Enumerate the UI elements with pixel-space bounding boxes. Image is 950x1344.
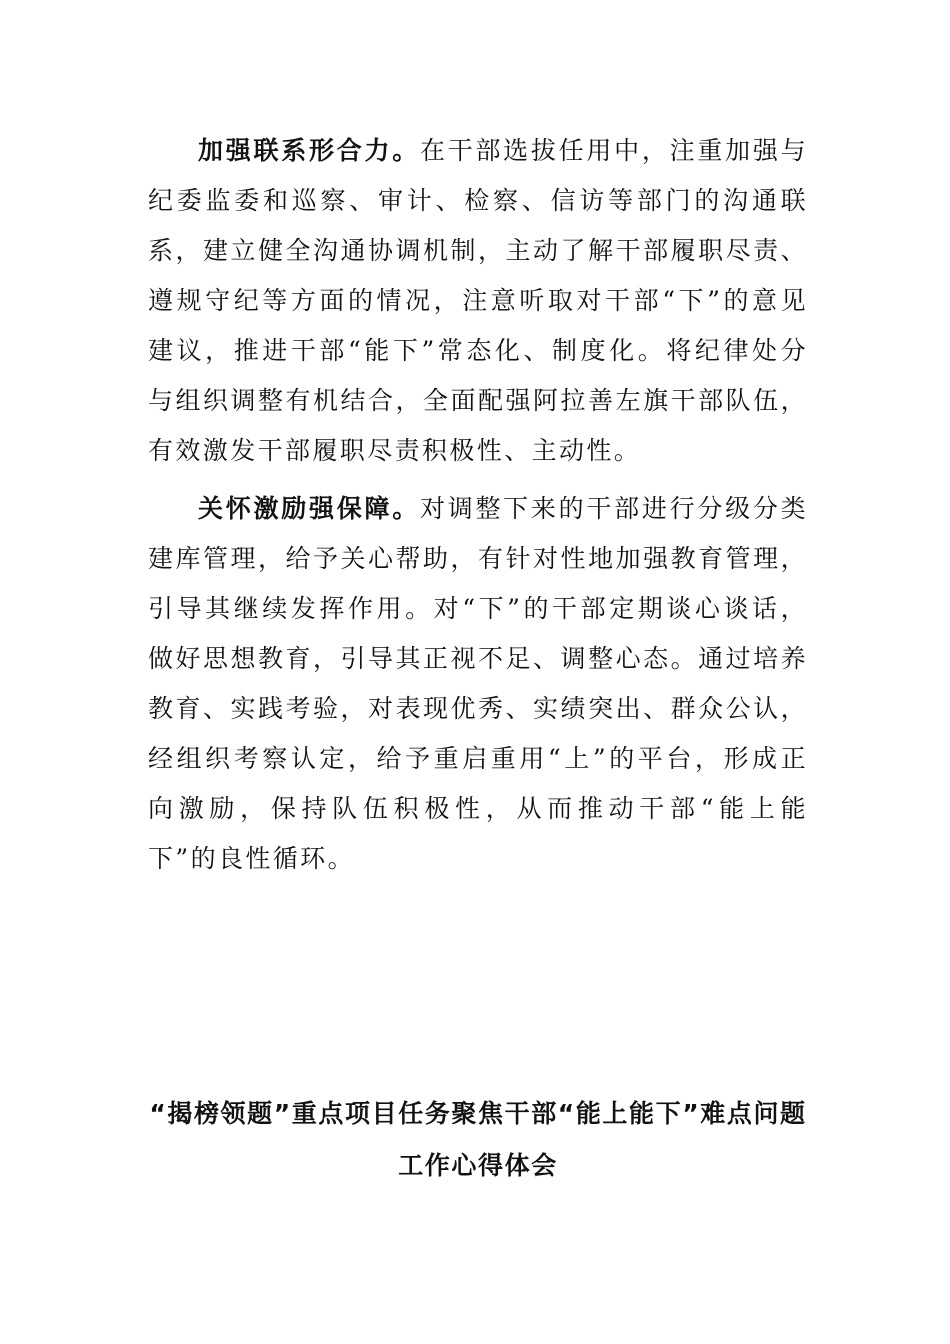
paragraph-lead: 关怀激励强保障。 <box>198 494 420 523</box>
article-body <box>148 126 808 476</box>
paragraph-text: 对调整下来的干部进行分级分类建库管理，给予关心帮助，有针对性地加强教育管理，引导其继续发挥作用。对“下”的干部定期谈心谈话，做好思想教育，引导其正视不足、调整心态。通过培养教育、实践考验，对表现优秀、实绩突出、群众公认，经组织考察认定，给予重启重用“上”的平台，形成正向激励，保持队伍积极性，从而推动干部“能上能下”的良性循环。 <box>148 494 809 873</box>
paragraph-text: 在干部选拔任用中，注重加强与纪委监委和巡察、审计、检察、信访等部门的沟通联系，建立健全沟通协调机制，主动了解干部履职尽责、遵规守纪等方面的情况，注意听取对干部“下”的意见建议，推进干部“能下”常态化、制度化。将纪律处分与组织调整有机结合，全面配强阿拉善左旗干部队伍，有效激发干部履职尽责积极性、主动性。 <box>148 136 809 465</box>
next-article-title: “揭榜领题”重点项目任务聚焦干部“能上能下”难点问题工作心得体会 <box>149 1099 807 1180</box>
paragraph-care-incentive <box>148 484 808 884</box>
paragraph-lead: 加强联系形合力。 <box>198 136 420 165</box>
article-body-continued <box>148 484 808 884</box>
paragraph-strengthen-liaison <box>148 126 808 476</box>
